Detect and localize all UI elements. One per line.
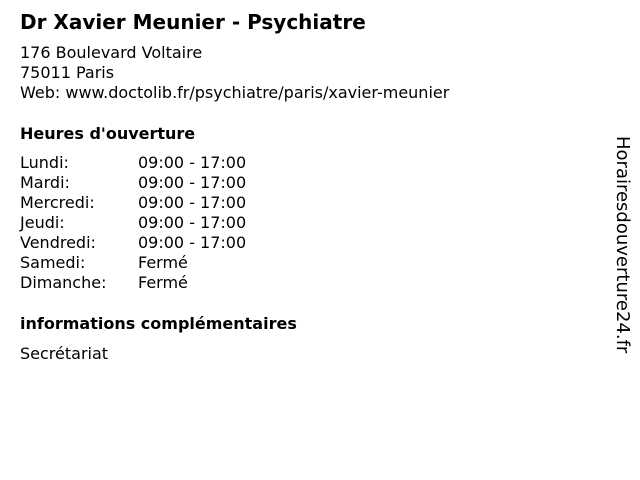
hours-row-wednesday: [20, 193, 320, 213]
time-value: 09:00 - 17:00: [138, 213, 247, 232]
day-label: Lundi:: [20, 153, 69, 172]
address-block: [20, 43, 449, 103]
opening-hours-table: [20, 153, 320, 293]
hours-row-tuesday: [20, 173, 320, 193]
hours-row-thursday: [20, 213, 320, 233]
additional-info-heading: informations complémentaires: [20, 314, 297, 333]
day-label: Vendredi:: [20, 233, 96, 252]
website-link: Web: www.doctolib.fr/psychiatre/paris/xavier-meunier: [20, 83, 450, 102]
day-label: Samedi:: [20, 253, 86, 272]
day-label: Dimanche:: [20, 273, 107, 292]
day-label: Jeudi:: [20, 213, 65, 232]
time-value: Fermé: [138, 253, 188, 272]
time-value: Fermé: [138, 273, 188, 292]
opening-hours-heading: Heures d'ouverture: [20, 124, 196, 143]
site-watermark: Horairesdouverture24.fr: [612, 136, 633, 354]
page-title: Dr Xavier Meunier - Psychiatre: [20, 10, 366, 34]
address-city: 75011 Paris: [20, 63, 115, 82]
address-street: 176 Boulevard Voltaire: [20, 43, 203, 62]
day-label: Mardi:: [20, 173, 70, 192]
time-value: 09:00 - 17:00: [138, 233, 247, 252]
time-value: 09:00 - 17:00: [138, 153, 247, 172]
day-label: Mercredi:: [20, 193, 95, 212]
time-value: 09:00 - 17:00: [138, 193, 247, 212]
hours-row-saturday: [20, 253, 320, 273]
hours-row-monday: [20, 153, 320, 173]
time-value: 09:00 - 17:00: [138, 173, 247, 192]
hours-row-friday: [20, 233, 320, 253]
additional-info-text: Secrétariat: [20, 344, 109, 363]
hours-row-sunday: [20, 273, 320, 293]
